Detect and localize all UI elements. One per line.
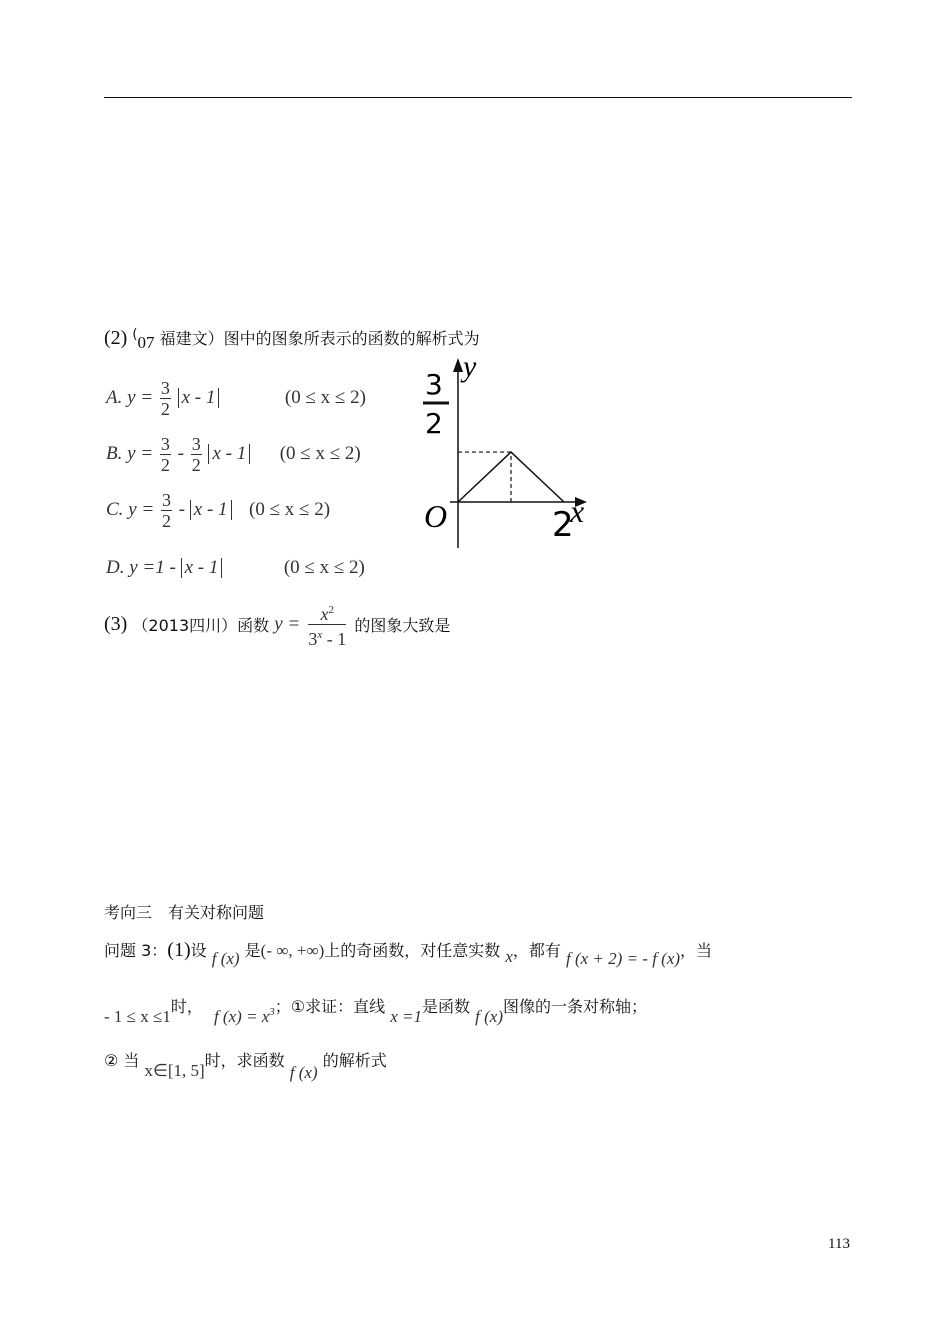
x-axis-label: x — [570, 493, 585, 529]
function-graph — [415, 350, 605, 550]
section-title: 考向三 有关对称问题 — [104, 903, 265, 922]
y-axis-label: y — [463, 350, 477, 383]
x-tick-label: 2 — [552, 505, 574, 545]
fraction: $\frac{3}{2}$ — [161, 490, 171, 531]
question-number: (2) — [104, 327, 128, 349]
option-d: D. y =1 - x - 1 (0 ≤ x ≤ 2) — [106, 557, 365, 578]
problem-3-line-1: 问题 3：(1)设 f (x) 是(- ∞, +∞)上的奇函数，对任意实数 x，都有 f (x + 2) = - f (x)，当 — [104, 939, 713, 968]
question-3: (3) （2013四川）函数 y = $\frac{x^2}{3^x - 1}$ 的图象大致是 — [104, 600, 450, 649]
question-2-text: 福建文）图中的图象所表示的函数的解析式为 — [159, 329, 480, 348]
fraction: $\frac{x^2}{3^x - 1}$ — [308, 600, 346, 649]
question-2-heading: (2) (07 福建文）图中的图象所表示的函数的解析式为 — [104, 327, 480, 352]
domain: (0 ≤ x ≤ 2) — [283, 557, 365, 578]
page-number: 113 — [828, 1236, 850, 1252]
problem-3-line-3: ② 当 x∈[1, 5]时，求函数 f (x) 的解析式 — [104, 1051, 387, 1082]
absolute-value: x - 1 — [178, 388, 220, 408]
fraction: $\frac{3}{2}$ — [191, 434, 201, 475]
question-number: (3) — [104, 613, 128, 635]
option-a: A. y = $\frac{3}{2}$ x - 1 (0 ≤ x ≤ 2) — [106, 378, 366, 419]
option-c: C. y = $\frac{3}{2}$ - x - 1 (0 ≤ x ≤ 2) — [106, 490, 331, 531]
fraction: $\frac{3}{2}$ — [160, 434, 170, 475]
option-b: B. y = $\frac{3}{2}$ - $\frac{3}{2}$ x - 1 (0 ≤ x ≤ 2) — [106, 434, 361, 475]
domain: (0 ≤ x ≤ 2) — [279, 442, 361, 464]
absolute-value: x - 1 — [190, 500, 232, 520]
problem-3-line-2: - 1 ≤ x ≤1时， f $(x) = x^3$；①求证：直线 x =1是函数 f (x)图像的一条对称轴； — [104, 997, 647, 1026]
absolute-value: x - 1 — [181, 558, 223, 578]
domain: (0 ≤ x ≤ 2) — [284, 386, 366, 408]
absolute-value: x - 1 — [208, 444, 250, 464]
domain: (0 ≤ x ≤ 2) — [249, 498, 331, 520]
y-tick-numerator: 3 — [425, 368, 443, 401]
origin-label: O — [424, 498, 448, 534]
header-rule — [104, 97, 852, 98]
fraction: $\frac{3}{2}$ — [160, 378, 170, 419]
source-year: 07 — [137, 333, 155, 352]
y-tick-denominator: 2 — [425, 407, 443, 440]
y-axis-arrow-icon — [453, 358, 463, 372]
